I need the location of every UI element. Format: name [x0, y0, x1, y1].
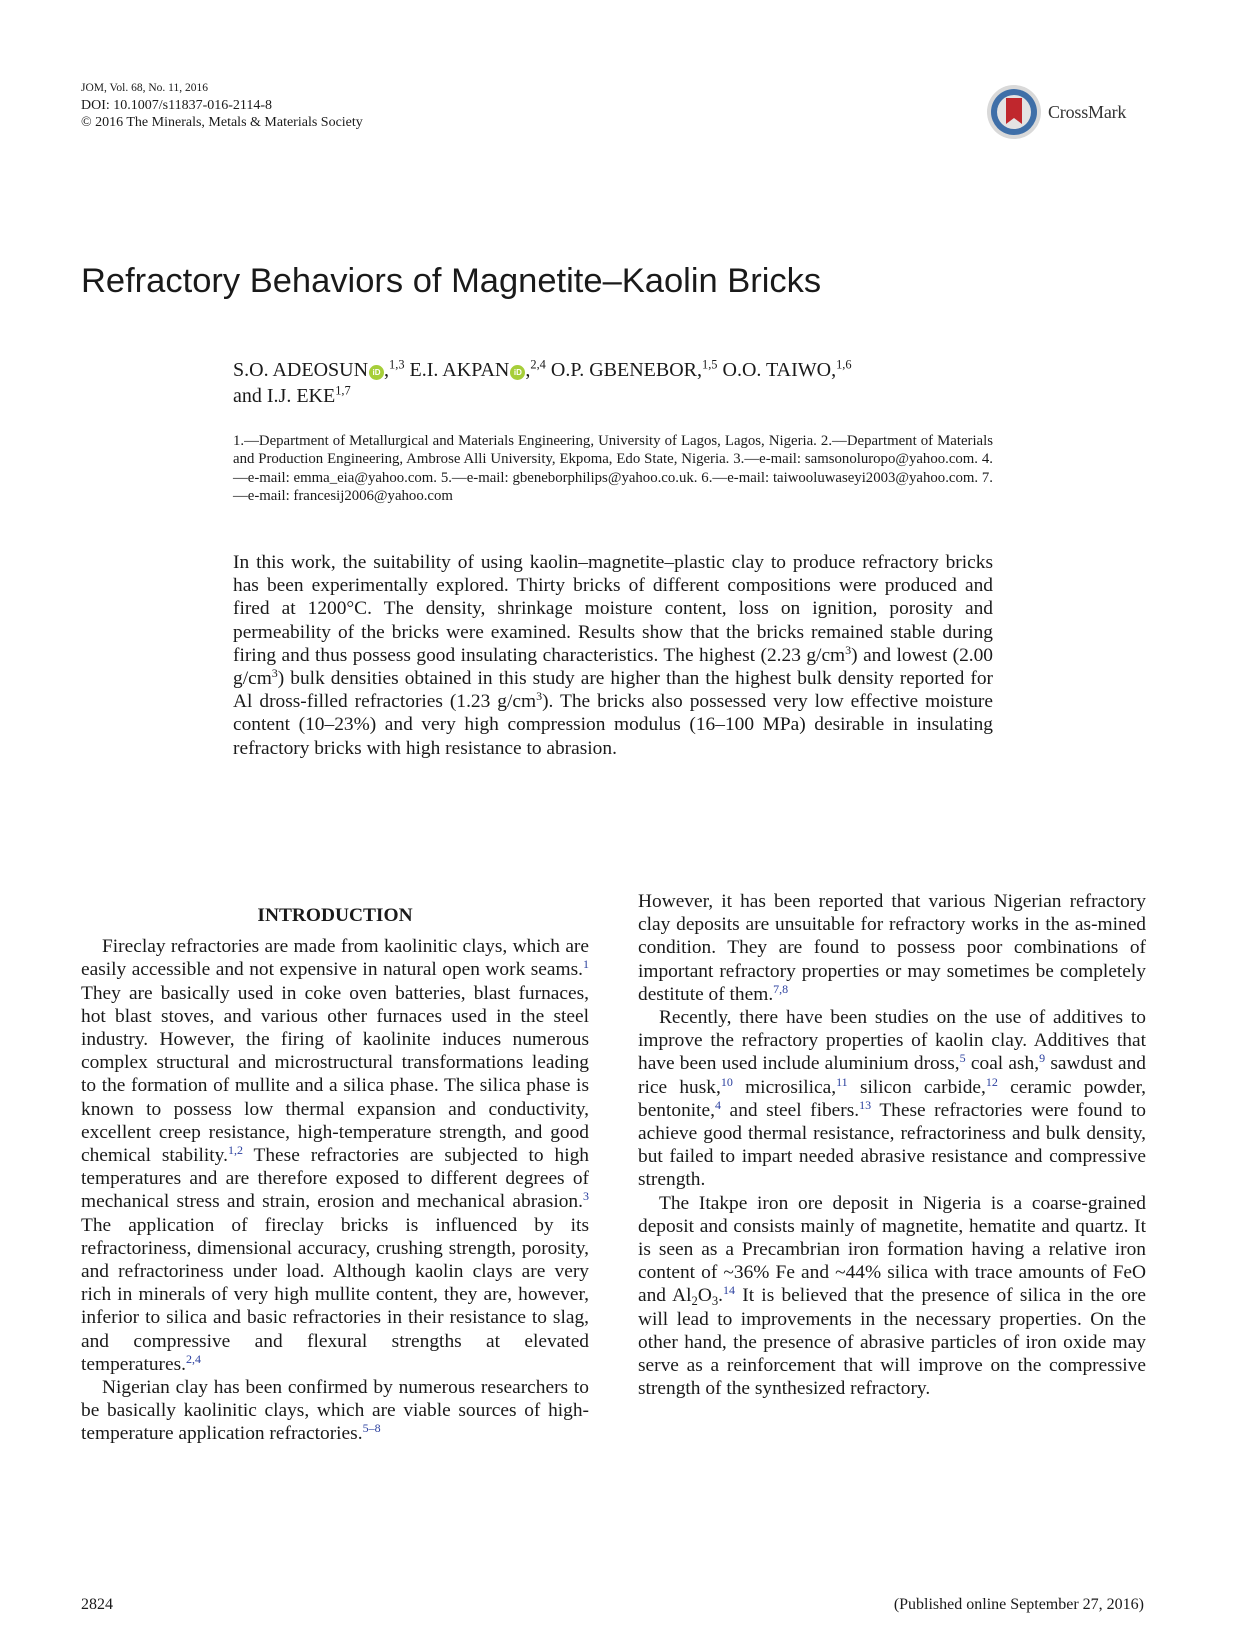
orcid-icon[interactable]: iD — [369, 365, 384, 380]
author-name: and I.J. EKE — [233, 385, 336, 407]
crossmark-badge[interactable] — [986, 84, 1126, 140]
author-name: E.I. AKPAN — [409, 359, 510, 381]
article-title: Refractory Behaviors of Magnetite–Kaolin Bricks — [81, 262, 822, 300]
author-name: O.P. GBENEBOR — [550, 359, 698, 381]
paragraph: Recently, there have been studies on the use of additives to improve the refractory properties of kaolin clay. Additives that have been used include aluminium dross,$^5$ coal ash,$^9$ sawdust and rice husk,$^{10}$ microsilica,$^{11}$ silicon carbide,$^{12}$ ceramic powder, bentonite,$^4$ and steel fibers.$^{13}$ These refractories were found to achieve good thermal resistance, refractoriness and bulk density, but failed to impart needed abrasive resistance and compressive strength. — [638, 1007, 1146, 1191]
publication-date: (Published online September 27, 2016) — [893, 1596, 1144, 1613]
page-number: 2824 — [81, 1596, 113, 1613]
paragraph: Fireclay refractories are made from kaolinitic clays, which are easily accessible and not expensive in natural open work seams.$^1$ They are basically used in coke oven batteries, blast furnaces, hot blast stoves, and various other furnaces used in the steel industry. However, the firing of kaolinite induces numerous complex structural and microstructural transformations leading to the formation of mullite and a silica phase. The silica phase is known to possess low thermal expansion and conductivity, excellent creep resistance, high-temperature strength, and good chemical stability.$^{1,2}$ These refractories are subjected to high temperatures and are therefore exposed to different degrees of mechanical stress and strain, erosion and mechanical abrasion.$^3$ The application of fireclay bricks is influenced by its refractoriness, dimensional accuracy, crushing strength, porosity, and refractoriness under load. Although kaolin clays are very rich in minerals of very high mullite content, they are, however, inferior to silica and basic refractories in their resistance to slag, and compressive and flexural strengths at elevated temperatures.$^{2,4}$ — [81, 936, 589, 1375]
citation-link[interactable]: 9 — [1039, 1051, 1046, 1066]
crossmark-label: CrossMark — [1048, 101, 1127, 122]
body-column-right — [638, 890, 1146, 1400]
citation-link[interactable]: 3 — [582, 1189, 589, 1204]
author-affiliation: 1,5 — [702, 357, 718, 372]
orcid-icon[interactable]: iD — [510, 365, 525, 380]
paragraph: The Itakpe iron ore deposit in Nigeria is a coarse-grained deposit and consists mainly of magnetite, hematite and quartz. It is seen as a Precambrian iron formation having a relative iron content of ~36% Fe and ~44% silica with trace amounts of FeO and $Al_2O_3.^{14}$ It is believed that the presence of silica in the ore will lead to improvements in the necessary properties. On the other hand, the presence of abrasive particles of iron oxide may serve as a reinforcement that will improve on the compressive strength of the synthesized refractory. — [638, 1192, 1146, 1400]
citation-link[interactable]: 1 — [582, 957, 589, 972]
journal-citation: JOM, Vol. 68, No. 11, 2016 — [81, 82, 208, 94]
author-list — [233, 357, 993, 409]
section-heading-introduction: INTRODUCTION — [257, 905, 413, 926]
paragraph-continued: However, it has been reported that various Nigerian refractory clay deposits are unsuitable for refractory works in the as-mined condition. They are found to possess poor combinations of important refractory properties or may sometimes be completely destitute of them.$^{7,8}$ — [638, 891, 1146, 1005]
citation-link[interactable]: 11 — [836, 1074, 848, 1089]
body-column-left — [81, 896, 589, 1446]
citation-link[interactable]: 7,8 — [773, 981, 789, 996]
citation-link[interactable]: 10 — [720, 1074, 733, 1089]
journal-header — [81, 80, 363, 131]
abstract: In this work, the suitability of using kaolin–magnetite–plastic clay to produce refractory bricks has been experimentally explored. Thirty bricks of different compositions were produced and fired at 1200°C. The density, shrinkage moisture content, loss on ignition, porosity and permeability of the bricks were examined. Results show that the bricks remained stable during firing and thus possess good insulating characteristics. The highest (2.23 $g/cm^3$) and lowest (2.00 $g/cm^3$) bulk densities obtained in this study are higher than the highest bulk density reported for Al dross-filled refractories (1.23 $g/cm^3$). The bricks also possessed very low effective moisture content (10–23%) and very high compression modulus (16–100 MPa) desirable in insulating refractory bricks with high resistance to abrasion. — [233, 552, 993, 759]
author-affiliation: 1,3 — [389, 357, 405, 372]
author-affiliation: 2,4 — [530, 357, 546, 372]
citation-link[interactable]: 5–8 — [362, 1421, 381, 1436]
author: E.I. AKPAN iD ,$^{2,4}$ — [409, 357, 546, 381]
author: O.O. TAIWO,$^{1,6}$ — [722, 357, 852, 381]
author: S.O. ADEOSUN iD ,$^{1,3}$ — [233, 357, 405, 381]
author-affiliation: 1,7 — [335, 383, 351, 398]
doi: DOI: 10.1007/s11837-016-2114-8 — [81, 98, 273, 113]
citation-link[interactable]: 5 — [959, 1051, 966, 1066]
citation-link[interactable]: 13 — [859, 1097, 872, 1112]
citation-link[interactable]: 2,4 — [185, 1351, 202, 1366]
citation-link[interactable]: 14 — [723, 1283, 736, 1298]
citation-link[interactable]: 1,2 — [227, 1142, 243, 1157]
author — [233, 385, 351, 407]
paragraph: Nigerian clay has been confirmed by numerous researchers to be basically kaolinitic clays, which are viable sources of high-temperature application refractories.$^{5-8}$ — [81, 1377, 589, 1445]
copyright: © 2016 The Minerals, Metals & Materials Society — [81, 115, 363, 130]
author-name: S.O. ADEOSUN — [233, 359, 369, 381]
author-name: O.O. TAIWO — [722, 359, 832, 381]
crossmark-icon — [986, 84, 1042, 140]
author: O.P. GBENEBOR,$^{1,5}$ — [550, 357, 718, 381]
author-affiliation: 1,6 — [836, 357, 852, 372]
citation-link[interactable]: 4 — [715, 1097, 722, 1112]
citation-link[interactable]: 12 — [985, 1074, 998, 1089]
affiliations: 1.—Department of Metallurgical and Materials Engineering, University of Lagos, Lagos, Nigeria. 2.—Department of Materials and Production Engineering, Ambrose Alli University, Ekpoma, Edo State, Nigeria. 3.—e-mail: samsonoluropo@yahoo.com. 4.—e-mail: emma_eia@yahoo.com. 5.—e-mail: gbeneborphilips@yahoo.co.uk. 6.—e-mail: taiwooluwaseyi2003@yahoo.com. 7.—e-mail: francesij2006@yahoo.com — [233, 433, 993, 505]
